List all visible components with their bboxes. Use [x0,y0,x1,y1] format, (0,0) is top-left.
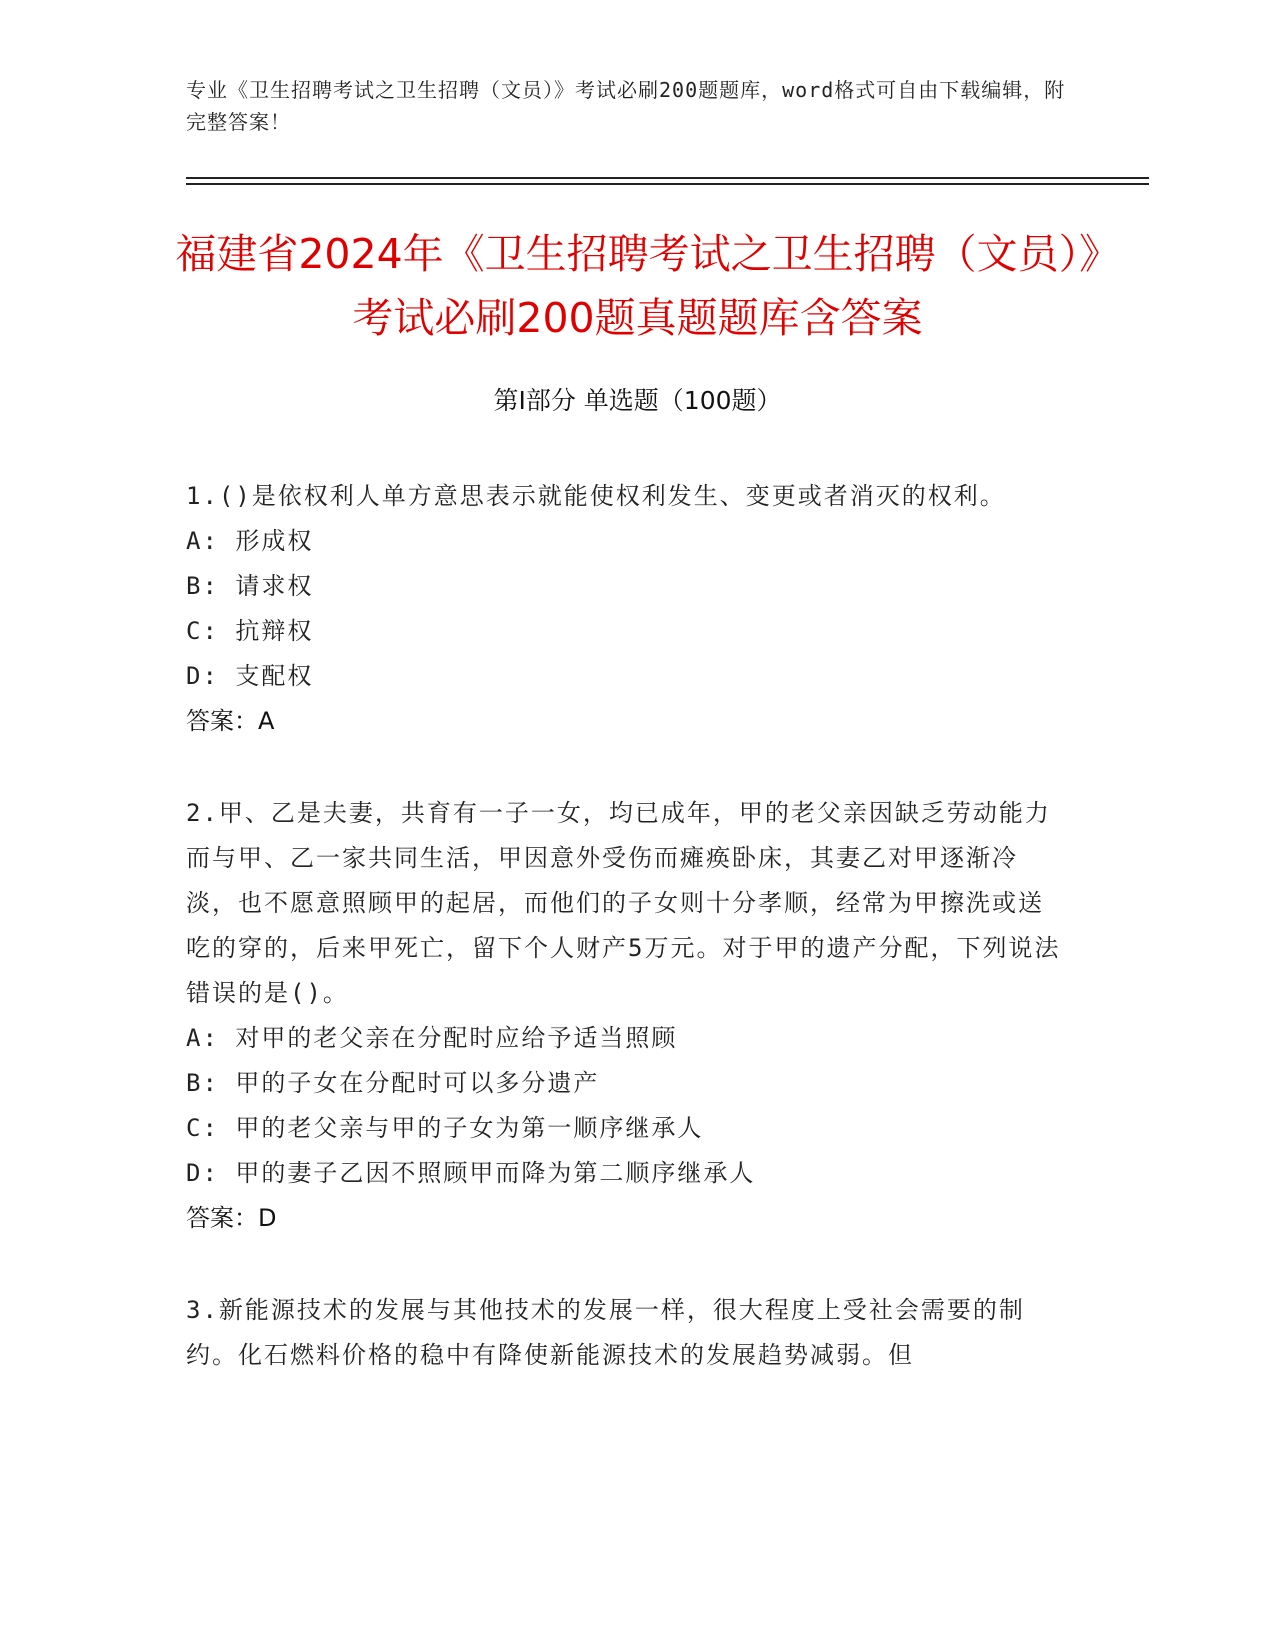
question-spacer [186,1241,1066,1288]
answer: 答案：A [186,707,275,735]
header-divider-bottom [186,183,1149,185]
option-c: C: 甲的老父亲与甲的子女为第一顺序继承人 [186,1114,704,1142]
answer: 答案：D [186,1204,277,1232]
question-stem: 2.甲、乙是夫妻，共育有一子一女，均已成年，甲的老父亲因缺乏劳动能力而与甲、乙一家共同生活，甲因意外受伤而瘫痪卧床，其妻乙对甲逐渐冷淡，也不愿意照顾甲的起居，而他们的子女则十分孝顺，经常为甲擦洗或送吃的穿的，后来甲死亡，留下个人财产5万元。对于甲的遗产分配，下列说法错误的是()。 [186,799,1061,1007]
section-heading: 第I部分 单选题（100题） [493,386,782,415]
option-b: B: 甲的子女在分配时可以多分遗产 [186,1069,600,1097]
header-note: 专业《卫生招聘考试之卫生招聘（文员）》考试必刷200题题库，word格式可自由下载编辑，附完整答案！ [186,78,1066,134]
question-3 [186,1288,1066,1378]
option-b: B: 请求权 [186,572,314,600]
option-d: D: 甲的妻子乙因不照顾甲而降为第二顺序继承人 [186,1159,756,1187]
question-spacer [186,744,1066,791]
question-2 [186,791,1066,1241]
option-a: A: 形成权 [186,527,314,555]
question-1 [186,474,1066,744]
option-c: C: 抗辩权 [186,617,314,645]
question-stem: 3.新能源技术的发展与其他技术的发展一样，很大程度上受社会需要的制约。化石燃料价格的稳中有降使新能源技术的发展趋势减弱。但 [186,1296,1025,1369]
option-d: D: 支配权 [186,662,314,690]
question-stem: 1.()是依权利人单方意思表示就能使权利发生、变更或者消灭的权利。 [186,482,1006,510]
document-title: 福建省2024年《卫生招聘考试之卫生招聘（文员）》考试必刷200题真题题库含答案 [175,230,1100,342]
header-divider-top [186,177,1149,179]
question-list [186,474,1066,1378]
option-a: A: 对甲的老父亲在分配时应给予适当照顾 [186,1024,678,1052]
